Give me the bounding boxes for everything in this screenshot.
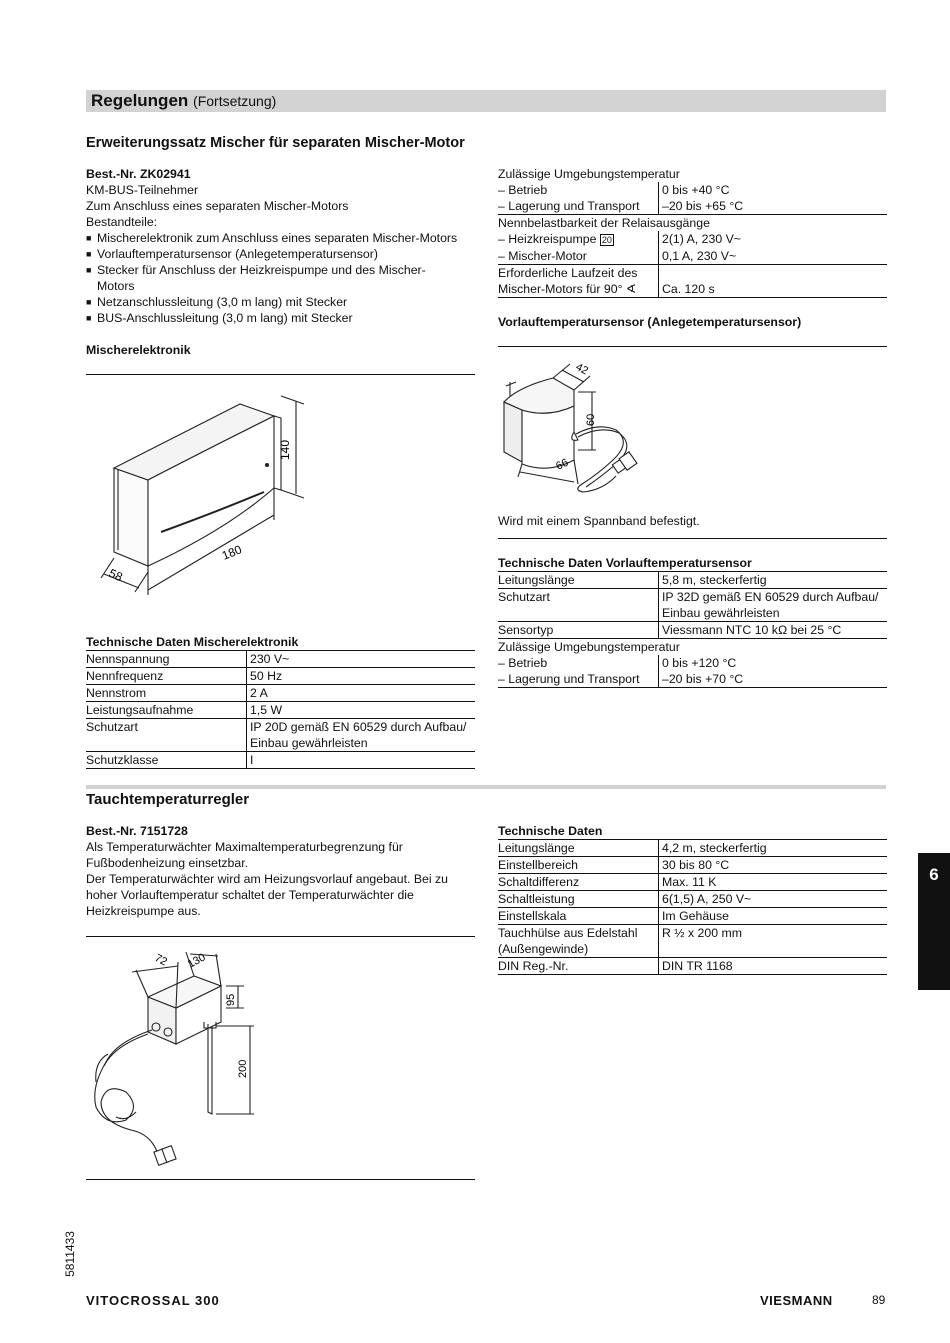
mixer-spec-block <box>86 634 475 769</box>
brand-logo: VIESMANN <box>760 1293 833 1308</box>
spec-value: R ½ x 200 mm <box>659 925 888 958</box>
divider <box>86 374 475 375</box>
dim-130: 130 <box>185 951 208 971</box>
kit-order-number: Best.-Nr. ZK02941 <box>86 167 191 181</box>
list-item: ■ Stecker für Anschluss der Heizkreispumpe und des Mischer-Motors <box>86 262 452 294</box>
table-row <box>86 752 475 769</box>
table-row <box>498 231 887 248</box>
table-row <box>86 668 475 685</box>
immersion-text: Als Temperaturwächter Maximaltemperaturbegrenzung für Fußbodenheizung einsetzbar. <box>86 840 403 870</box>
kit-line: KM-BUS-Teilnehmer <box>86 183 199 197</box>
sensor-spec-block <box>498 555 887 688</box>
kit-spec-block <box>498 166 887 298</box>
table-row <box>498 655 887 671</box>
spec-label: Schaltdifferenz <box>498 874 659 891</box>
spec-value: 2 A <box>247 685 476 702</box>
table-row <box>498 908 887 925</box>
spec-value: 2(1) A, 230 V~ <box>659 231 888 248</box>
sensor-spec-table <box>498 571 887 688</box>
spec-label: – Mischer-Motor <box>498 248 659 265</box>
table-row <box>498 248 887 265</box>
sensor-table-caption: Technische Daten Vorlauftemperatursensor <box>498 556 752 570</box>
spec-label: Leitungslänge <box>498 572 659 589</box>
chapter-tab <box>918 853 950 990</box>
spec-value: 5,8 m, steckerfertig <box>659 572 888 589</box>
document-number <box>62 1232 82 1282</box>
spec-label: Einstellskala <box>498 908 659 925</box>
table-row <box>498 572 887 589</box>
divider <box>498 538 887 539</box>
immersion-table-caption: Technische Daten <box>498 824 603 838</box>
spec-label: Schaltleistung <box>498 891 659 908</box>
spec-value: IP 32D gemäß EN 60529 durch Aufbau/ Einbau gewährleisten <box>659 589 888 622</box>
product-name: VITOCROSSAL 300 <box>86 1293 220 1308</box>
kit-heading: Erweiterungssatz Mischer für separaten Mischer-Motor <box>86 135 465 151</box>
spec-value: Ca. 120 s <box>659 265 888 298</box>
mixer-heading: Mischerelektronik <box>86 343 191 357</box>
mixer-spec-table <box>86 650 475 769</box>
mixer-electronics-drawing <box>86 380 476 610</box>
spec-label: Leistungsaufnahme <box>86 702 247 719</box>
pump-tag: 20 <box>601 235 612 245</box>
divider <box>86 1179 475 1180</box>
spec-label: Einstellbereich <box>498 857 659 874</box>
spec-value: 1,5 W <box>247 702 476 719</box>
kit-line: Bestandteile: <box>86 215 158 229</box>
sensor-drawing <box>498 352 888 502</box>
divider <box>86 936 475 937</box>
spec-value: I <box>247 752 476 769</box>
table-row <box>498 925 887 958</box>
section-header <box>86 90 886 112</box>
table-row <box>86 685 475 702</box>
spec-value: 0 bis +40 °C <box>659 182 888 198</box>
immersion-heading: Tauchtemperaturregler <box>86 791 250 808</box>
spec-value: 50 Hz <box>247 668 476 685</box>
table-row <box>498 891 887 908</box>
spec-value: 0 bis +120 °C <box>659 655 888 671</box>
section-subtitle: (Fortsetzung) <box>193 93 277 109</box>
table-row <box>498 215 887 232</box>
spec-value: 230 V~ <box>247 651 476 668</box>
dim-140: 140 <box>278 439 292 460</box>
table-row <box>498 265 887 298</box>
spec-label: Erforderliche Laufzeit des Mischer-Motors für 90° ∢ <box>498 265 659 298</box>
spec-value: Max. 11 K <box>659 874 888 891</box>
spec-label: Schutzart <box>86 719 247 752</box>
spec-group-label: Zulässige Umgebungstemperatur <box>498 640 680 654</box>
dim-66: 66 <box>554 456 571 473</box>
spec-value: 0,1 A, 230 V~ <box>659 248 888 265</box>
document-number-text: 5811433 <box>62 1231 77 1277</box>
page-number: 89 <box>872 1293 886 1307</box>
spec-label: Nennstrom <box>86 685 247 702</box>
kit-line: Zum Anschluss eines separaten Mischer-Motors <box>86 199 349 213</box>
spec-label: – Lagerung und Transport <box>498 671 659 688</box>
kit-components-list <box>86 230 476 326</box>
spec-value: –20 bis +70 °C <box>659 671 888 688</box>
spec-label: DIN Reg.-Nr. <box>498 958 659 975</box>
mixer-table-caption: Technische Daten Mischerelektronik <box>86 635 299 649</box>
sensor-note: Wird mit einem Spannband befestigt. <box>498 514 700 528</box>
spec-value: 4,2 m, steckerfertig <box>659 840 888 857</box>
table-row <box>498 639 887 656</box>
table-row <box>86 702 475 719</box>
spec-value: 6(1,5) A, 250 V~ <box>659 891 888 908</box>
divider <box>498 346 887 347</box>
immersion-spec-block <box>498 823 887 975</box>
list-item: ■ Vorlauftemperatursensor (Anlegetemperatursensor) <box>86 246 476 262</box>
spec-label <box>498 231 659 248</box>
spec-label: Nennfrequenz <box>86 668 247 685</box>
dim-58: 58 <box>106 565 125 585</box>
immersion-controller-drawing <box>86 942 476 1172</box>
spec-value: –20 bis +65 °C <box>659 198 888 215</box>
spec-group-label: Nennbelastbarkeit der Relaisausgänge <box>498 216 710 230</box>
spec-label: Leitungslänge <box>498 840 659 857</box>
table-row <box>86 719 475 752</box>
spec-label: Tauchhülse aus Edelstahl (Außengewinde) <box>498 925 659 958</box>
table-row <box>498 857 887 874</box>
dim-95: 95 <box>225 993 237 1006</box>
dim-60: 60 <box>585 413 597 426</box>
table-row <box>498 874 887 891</box>
table-row <box>498 958 887 975</box>
table-row <box>498 671 887 688</box>
section-title: Regelungen <box>91 91 189 110</box>
spec-label: Nennspannung <box>86 651 247 668</box>
spec-value: IP 20D gemäß EN 60529 durch Aufbau/ Einbau gewährleisten <box>247 719 476 752</box>
table-row <box>86 651 475 668</box>
table-row <box>498 166 887 182</box>
table-row <box>498 622 887 639</box>
spec-label: Sensortyp <box>498 622 659 639</box>
table-row <box>498 840 887 857</box>
section-divider <box>86 785 886 789</box>
immersion-order-number: Best.-Nr. 7151728 <box>86 824 188 838</box>
immersion-text: Der Temperaturwächter wird am Heizungsvorlauf angebaut. Bei zu hoher Vorlauftemperatur schaltet der Temperaturwächter die Heizkreispumpe aus. <box>86 872 449 918</box>
table-row <box>498 198 887 215</box>
chapter-number: 6 <box>929 865 939 884</box>
kit-spec-table <box>498 166 887 298</box>
spec-group-label: Zulässige Umgebungstemperatur <box>498 167 680 181</box>
immersion-spec-table <box>498 839 887 975</box>
sensor-heading: Vorlauftemperatursensor (Anlegetemperatursensor) <box>498 315 802 329</box>
spec-value: Viessmann NTC 10 kΩ bei 25 °C <box>659 622 888 639</box>
dim-180: 180 <box>219 542 244 563</box>
spec-value: 30 bis 80 °C <box>659 857 888 874</box>
spec-label: – Lagerung und Transport <box>498 198 659 215</box>
spec-value: Im Gehäuse <box>659 908 888 925</box>
dim-42: 42 <box>573 361 591 378</box>
immersion-description <box>86 823 466 919</box>
spec-label: – Betrieb <box>498 656 548 670</box>
list-item: ■ Mischerelektronik zum Anschluss eines separaten Mischer-Motors <box>86 230 476 246</box>
spec-value: DIN TR 1168 <box>659 958 888 975</box>
kit-description <box>86 166 476 326</box>
dim-200: 200 <box>237 1059 249 1078</box>
spec-label: – Betrieb <box>498 183 548 197</box>
spec-label: Schutzklasse <box>86 752 247 769</box>
spec-label: Schutzart <box>498 589 659 622</box>
dim-72: 72 <box>152 952 170 969</box>
table-row <box>498 182 887 198</box>
table-row <box>498 589 887 622</box>
pump-label: – Heizkreispumpe <box>498 232 597 246</box>
list-item: ■ BUS-Anschlussleitung (3,0 m lang) mit Stecker <box>86 310 476 326</box>
list-item: ■ Netzanschlussleitung (3,0 m lang) mit Stecker <box>86 294 476 310</box>
